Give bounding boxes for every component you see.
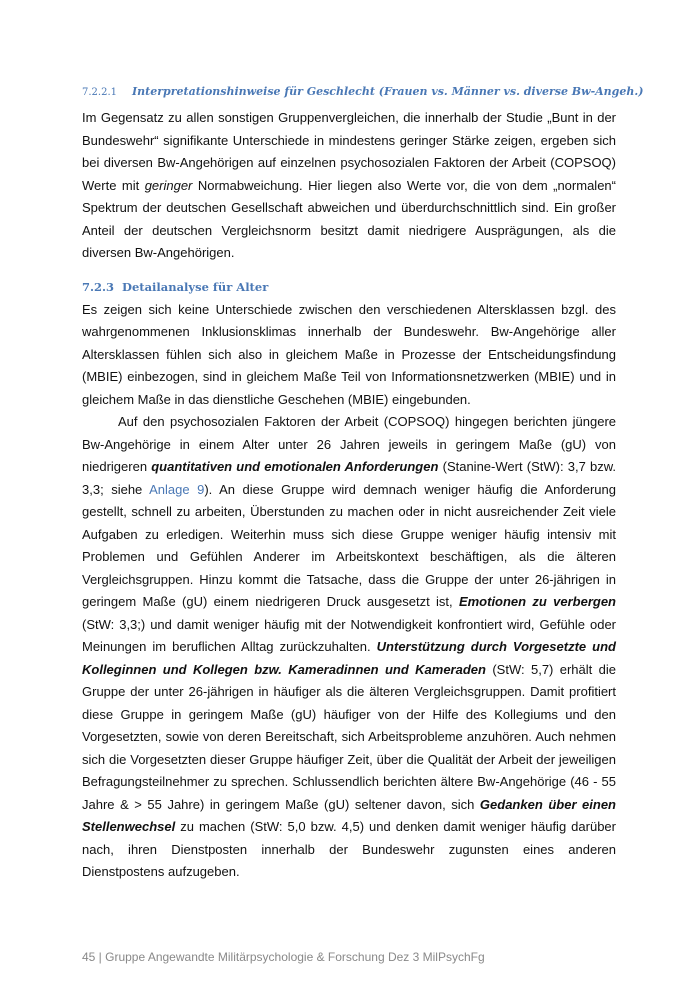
bold-italic-term: Gedanken über einen Stellenwechsel bbox=[82, 796, 617, 834]
text-run: zu machen (StW: 5,0 bzw. 4,5) und denken damit weniger häufig darüber nach, ihren Dienstposten innerhalb der Bundeswehr zugunsten eines anderen Dienstpostens aufzugeben. bbox=[82, 819, 616, 879]
text-run: Normabweichung. Hier liegen also Werte vor, die von dem „normalen“ Spektrum der deutschen Gesellschaft abweichen und überdurchschnittlich sind. Ein großer Anteil der deutschen Vergleichsnorm besitzt damit niedrigere Ausprägungen, als die diversen Bw-Angehörigen. bbox=[82, 177, 616, 260]
section-title: Detailanalyse für Alter bbox=[122, 279, 269, 294]
section-number: 7.2.2.1 bbox=[82, 87, 117, 98]
document-page bbox=[82, 84, 644, 884]
paragraph-age-inclusion: Es zeigen sich keine Unterschiede zwischen den verschiedenen Altersklassen bzgl. des wahrgenommenen Inklusionsklimas innerhalb der Bundeswehr. Bw-Angehörige aller Altersklassen fühlen sich also in gleichem Maße in Prozesse der Entscheidungsfindung (MBIE) einbezogen, sind in gleichem Maße Teil von Informationsnetzwerken (MBIE) und in gleichem Maße in das dienstliche Geschehen (MBIE) eingebunden. bbox=[82, 301, 616, 407]
text-run: (StW: 3,3;) und damit weniger häufig mit der Notwendigkeit konfrontiert wird, Gefühle oder Meinungen im beruflichen Alltag zurückzuhalten. bbox=[82, 616, 616, 654]
text-run: Auf den psychosozialen Faktoren der Arbeit (COPSOQ) hingegen berichten jüngere Bw-Angehörige in einem Alter unter 26 Jahren jeweils in geringem Maße (gU) von niedrigeren bbox=[82, 414, 616, 474]
emphasis-text: geringer bbox=[144, 177, 193, 193]
section-title: Interpretationshinweise für Geschlecht (Frauen vs. Männer vs. diverse Bw-Angeh.) bbox=[132, 85, 644, 98]
section-heading-7-2-2-1 bbox=[82, 84, 644, 101]
paragraph-age-copsoq bbox=[82, 411, 616, 884]
text-run: ). An diese Gruppe wird demnach weniger häufig die Anforderung gestellt, schnell zu arbeiten, Überstunden zu machen oder in nicht ausreichender Zeit viele Aufgaben zu erledigen. Weiterhin muss sich diese Gruppe weniger häufig intensiv mit Problemen und Gefühlen Anderer im Arbeitskontext beschäftigen, als die älteren Vergleichsgruppen. Hinzu kommt die Tatsache, dass die Gruppe der unter 26-jährigen in geringem Maße (gU) einem niedrigeren Druck ausgesetzt ist, bbox=[82, 481, 616, 609]
text-run: (Stanine-Wert (StW): 3,7 bzw. 3,3; siehe bbox=[82, 459, 616, 497]
anlage-9-link[interactable]: Anlage 9 bbox=[149, 481, 205, 497]
text-run: (StW: 5,7) erhält die Gruppe der unter 26-jährigen in häufiger als die älteren Vergleichsgruppen. Damit profitiert diese Gruppe in geringem Maße (gU) häufiger von der Hilfe des Kollegiums und den Vorgesetzten, sowie von deren Bereitschaft, sich Arbeitsprobleme anzuhören. Auch nehmen sich die Vorgesetzten dieser Gruppe häufiger Zeit, über die Qualität der Arbeit der jeweiligen Befragungsteilnehmer zu sprechen. Schlussendlich berichten ältere Bw-Angehörige (46 - 55 Jahre & > 55 Jahre) in geringem Maße (gU) seltener davon, sich bbox=[82, 661, 616, 812]
bold-italic-term: quantitativen und emotionalen Anforderungen bbox=[151, 459, 439, 474]
page-footer: 45 | Gruppe Angewandte Militärpsychologie & Forschung Dez 3 MilPsychFg bbox=[82, 950, 485, 964]
bold-italic-term: Emotionen zu verbergen bbox=[458, 594, 616, 609]
section-number: 7.2.3 bbox=[82, 279, 115, 294]
text-run: Im Gegensatz zu allen sonstigen Gruppenvergleichen, die innerhalb der Studie „Bunt in der Bundeswehr“ signifikante Unterschiede in mindestens geringer Stärke zeigen, ergeben sich bei diversen Bw-Angehörigen auf einzelnen psychosozialen Faktoren der Arbeit (COPSOQ) Werte mit bbox=[82, 110, 616, 193]
paragraph-gender-interpretation bbox=[82, 107, 616, 265]
bold-italic-term: Unterstützung durch Vorgesetzte und Kolleginnen und Kollegen bzw. Kameradinnen und Kameraden bbox=[82, 639, 616, 677]
section-heading-7-2-3 bbox=[82, 279, 616, 295]
